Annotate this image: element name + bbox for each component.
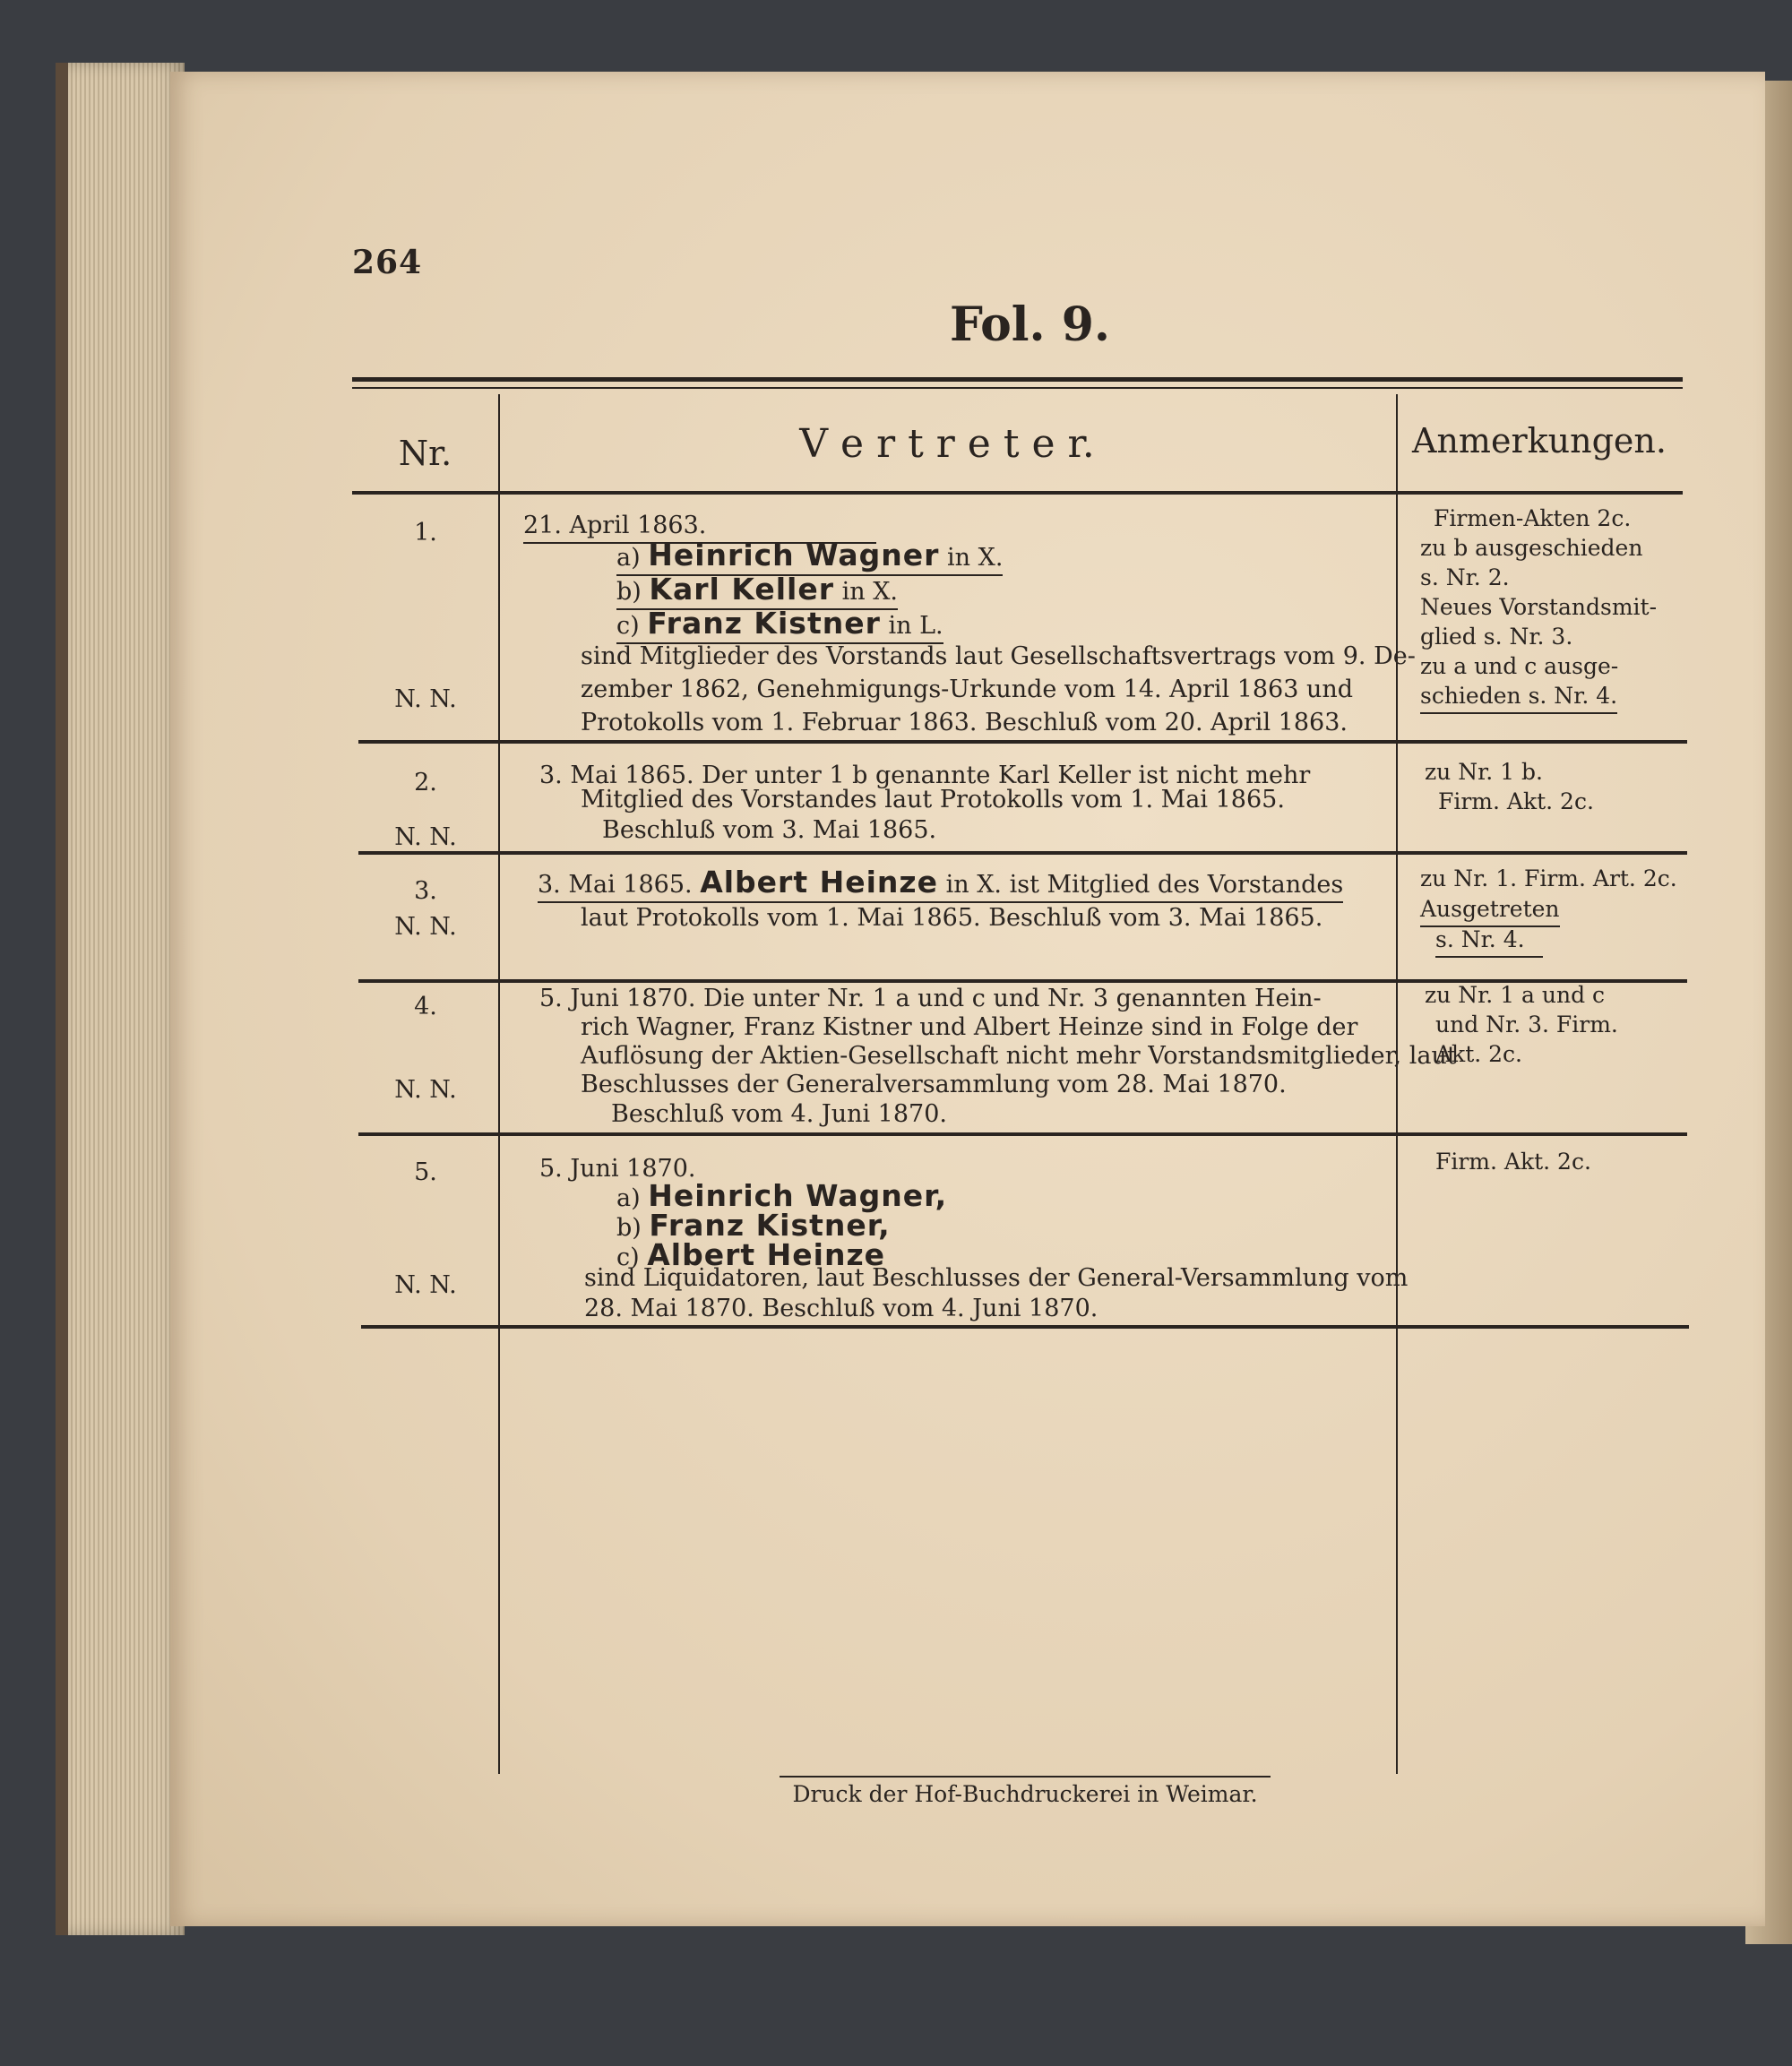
entry-4-note-1: zu Nr. 1 a und c [1425,982,1606,1008]
entry-1-name-c-name: Franz Kistner [647,606,881,641]
entry-1-nn: N. N. [394,685,457,713]
entry-3-name: Albert Heinze [700,865,938,900]
header-anmerkungen: Anmerkungen. [1412,421,1667,461]
row-4-bottom-rule [358,1132,1687,1136]
entry-1-name-a-name: Heinrich Wagner [648,538,940,572]
entry-3-line-1 [538,865,1343,903]
entry-1-note-4: Neues Vorstandsmit- [1420,594,1658,620]
entry-2-line-2: Mitglied des Vorstandes laut Protokolls vom 1. Mai 1865. [581,786,1285,813]
entry-1-note-7: schieden s. Nr. 4. [1420,679,1617,714]
entry-3-date: 3. Mai 1865. [538,871,693,899]
entry-1-name-b-suffix: in X. [841,578,899,606]
entry-3-nn: N. N. [394,913,457,941]
entry-3-note-3: s. Nr. 4. [1435,923,1543,958]
entry-4-note-2: und Nr. 3. Firm. [1435,1011,1618,1037]
entry-5-line-1: sind Liquidatoren, laut Beschlusses der General-Versammlung vom [584,1264,1409,1292]
header-vertreter: V e r t r e t e r. [799,421,1095,467]
entry-1-name-b-prefix: b) [616,578,642,606]
entry-2-note-2: Firm. Akt. 2c. [1438,788,1594,814]
row-1-bottom-rule [358,740,1687,744]
imprint-rule [780,1776,1271,1778]
entry-4-line-1: 5. Juni 1870. Die unter Nr. 1 a und c und Nr. 3 genannten Hein- [539,985,1322,1012]
header-bottom-rule [352,491,1683,495]
entry-2-nn: N. N. [394,823,457,851]
entry-1-name-a [616,538,1003,576]
page-number: 264 [352,244,423,281]
entry-1-name-b [616,572,898,610]
entry-1-note-5: glied s. Nr. 3. [1420,624,1573,650]
folio-title: Fol. 9. [950,297,1111,352]
entry-4-line-3: Auflösung der Aktien-Gesellschaft nicht mehr Vorstandsmitglieder, laut [581,1042,1457,1070]
entry-1-name-a-prefix: a) [616,544,641,572]
entry-4-nr: 4. [414,993,437,1020]
entry-4-note-3: Akt. 2c. [1435,1041,1522,1067]
entry-5-line-2: 28. Mai 1870. Beschluß vom 4. Juni 1870. [584,1295,1098,1322]
entry-1-note-3: s. Nr. 2. [1420,564,1510,590]
top-rule-thin [352,387,1683,389]
entry-1-line-2: zember 1862, Genehmigungs-Urkunde vom 14. April 1863 und [581,676,1354,703]
row-2-bottom-rule [358,851,1687,855]
entry-4-line-5: Beschluß vom 4. Juni 1870. [611,1100,947,1128]
entry-4-nn: N. N. [394,1076,457,1104]
entry-1-line-1: sind Mitglieder des Vorstands laut Gesellschaftsvertrags vom 9. De- [581,642,1416,670]
entry-5-name-b-prefix: b) [616,1214,642,1242]
column-divider-anmerkungen [1396,394,1398,1774]
entry-1-name-b-name: Karl Keller [649,572,834,607]
entry-3-line-2: laut Protokolls vom 1. Mai 1865. Beschluß vom 3. Mai 1865. [581,904,1323,932]
entry-1-name-c-prefix: c) [616,612,640,640]
entry-3-after-name: in X. ist Mitglied des Vorstandes [945,871,1344,899]
entry-5-name-b-name: Franz Kistner, [649,1208,891,1243]
entry-1-name-c [616,607,943,644]
entry-5-name-c-name: Albert Heinze [647,1237,886,1272]
entry-2-line-1: 3. Mai 1865. Der unter 1 b genannte Karl Keller ist nicht mehr [539,762,1311,789]
entry-3-nr: 3. [414,877,437,905]
entry-3-note-1: zu Nr. 1. Firm. Art. 2c. [1420,865,1677,891]
entry-5-nr: 5. [414,1158,437,1186]
entry-2-nr: 2. [414,769,437,796]
entry-1-nr: 1. [414,519,437,547]
header-nr: Nr. [398,434,452,473]
column-divider-nr [498,394,500,1774]
printer-imprint: Druck der Hof-Buchdruckerei in Weimar. [792,1781,1258,1807]
entry-1-note-6: zu a und c ausge- [1420,653,1619,679]
entry-4-line-2: rich Wagner, Franz Kistner und Albert Heinze sind in Folge der [581,1013,1358,1041]
entry-2-note-1: zu Nr. 1 b. [1425,759,1543,785]
entry-1-name-c-suffix: in L. [888,612,943,640]
entry-5-name-a-name: Heinrich Wagner, [648,1178,948,1213]
entry-3-note-2: Ausgetreten [1420,892,1560,927]
entry-1-note-1: Firmen-Akten 2c. [1434,505,1632,531]
entry-1-name-a-suffix: in X. [947,544,1004,572]
entry-1-date: 21. April 1863. [523,509,876,544]
entry-2-line-3: Beschluß vom 3. Mai 1865. [602,816,937,844]
top-double-rule [352,377,1683,382]
book-page-edges [56,63,185,1935]
entry-4-line-4: Beschlusses der Generalversammlung vom 28. Mai 1870. [581,1071,1287,1098]
entry-5-note-1: Firm. Akt. 2c. [1435,1149,1591,1175]
row-5-bottom-rule [361,1325,1689,1329]
entry-5-nn: N. N. [394,1271,457,1299]
entry-5-name-a-prefix: a) [616,1184,641,1212]
entry-5-date: 5. Juni 1870. [539,1155,696,1183]
entry-1-note-2: zu b ausgeschieden [1420,535,1643,561]
entry-1-line-3: Protokolls vom 1. Februar 1863. Beschluß vom 20. April 1863. [581,709,1348,736]
entry-5-name-c-prefix: c) [616,1244,640,1271]
